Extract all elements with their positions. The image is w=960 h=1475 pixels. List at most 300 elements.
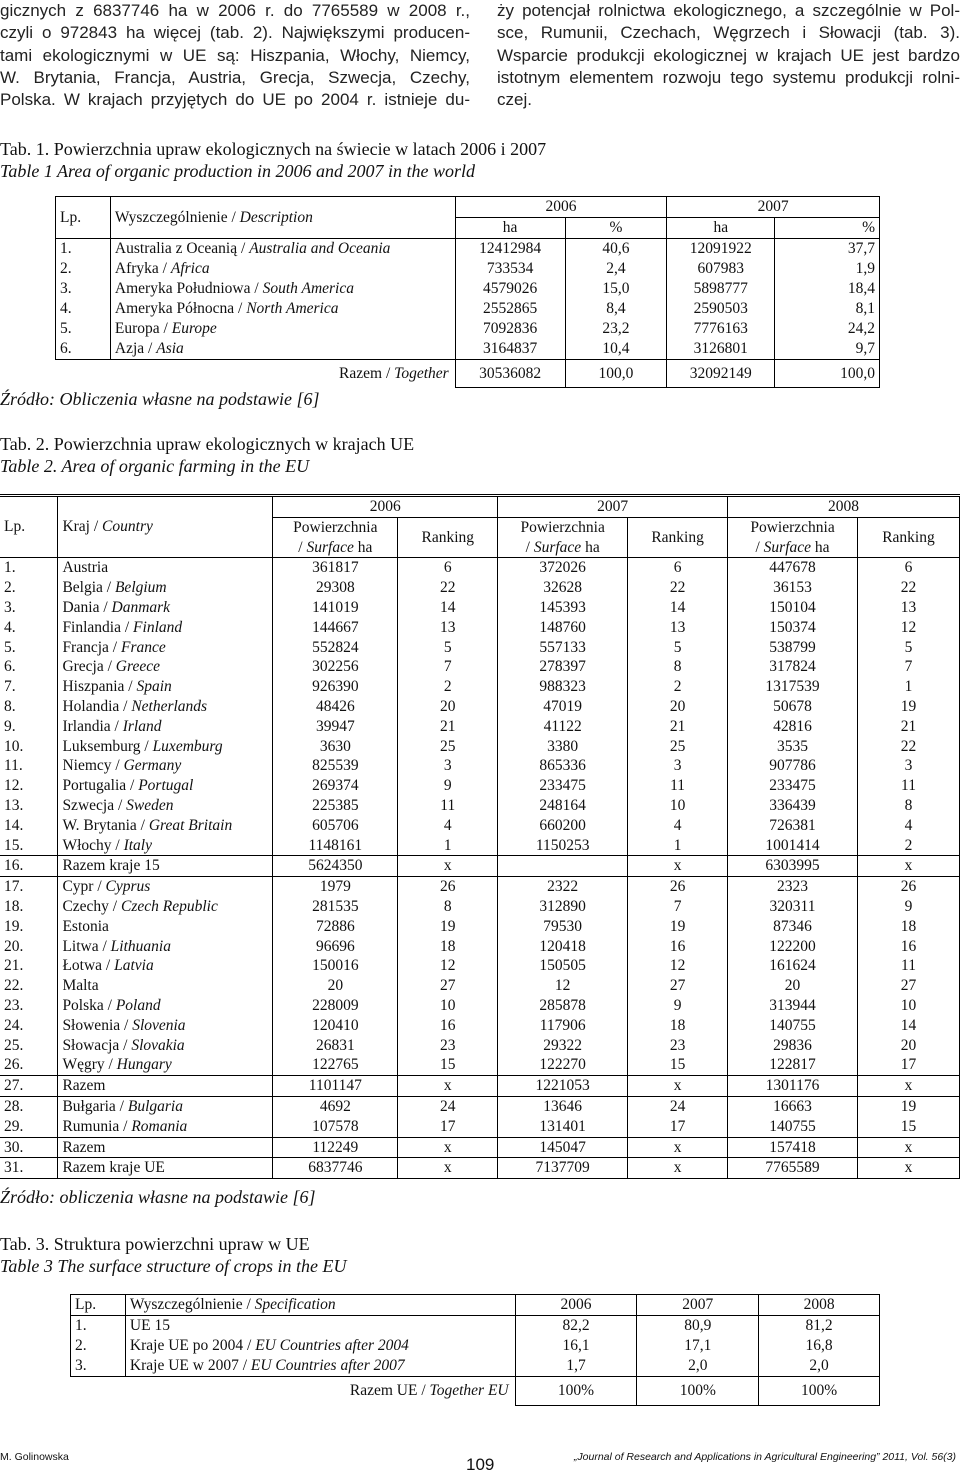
table-row — [0, 897, 960, 917]
row-lp: 11. — [0, 756, 58, 776]
area-unit: ha — [811, 538, 830, 556]
row-ranking-2007: 9 — [628, 996, 728, 1016]
row-description-pl: Azja / — [114, 340, 157, 357]
table1-caption — [0, 138, 546, 182]
row-ranking-2006: x — [398, 1076, 498, 1097]
area-sep: / — [525, 538, 534, 556]
row-area-2008: 50678 — [728, 697, 858, 717]
row-description-en: Europe — [171, 320, 217, 337]
row-country-pl: Cypr / — [62, 878, 106, 896]
row-area-2007: 2322 — [498, 877, 628, 897]
row-area-2006: 39947 — [273, 717, 398, 737]
row-lp: 14. — [0, 816, 58, 836]
row-lp: 2. — [56, 259, 111, 279]
intro-line: Polska. W krajach przyjętych do UE po 2004 r. istnieje du- — [0, 90, 470, 110]
row-lp: 17. — [0, 877, 58, 897]
row-ranking-2008: 12 — [857, 618, 959, 638]
row-area-2008: 42816 — [728, 717, 858, 737]
total-ha-2006: 30536082 — [455, 360, 565, 388]
row-ranking-2006: 9 — [398, 776, 498, 796]
row-ranking-2007: 21 — [628, 717, 728, 737]
table2-caption-en: Table 2. Area of organic farming in the EU — [0, 456, 310, 476]
year-2006-header: 2006 — [455, 197, 667, 218]
intro-text — [0, 0, 960, 112]
row-ranking-2007: 19 — [628, 917, 728, 937]
table-row — [0, 877, 960, 897]
table1-caption-pl: Tab. 1. Powierzchnia upraw ekologicznych na świecie w latach 2006 i 2007 — [0, 139, 547, 159]
row-area-2007: 150505 — [498, 956, 628, 976]
row-area-2008: 233475 — [728, 776, 858, 796]
row-2007: 2,0 — [637, 1356, 759, 1377]
table-row — [0, 776, 960, 796]
area-sep: / — [755, 538, 764, 556]
row-ranking-2007: 12 — [628, 956, 728, 976]
row-country-en: Czech Republic — [120, 897, 218, 915]
row-ranking-2006: 1 — [398, 836, 498, 856]
row-description-en: South America — [262, 280, 354, 297]
total-label-pl: Razem UE / — [349, 1382, 430, 1400]
row-ranking-2006: x — [398, 1137, 498, 1158]
row-area-2006: 825539 — [273, 756, 398, 776]
table-row — [0, 1158, 960, 1179]
row-area-2006: 120410 — [273, 1016, 398, 1036]
row-country — [58, 836, 273, 856]
row-ranking-2008: 6 — [857, 558, 959, 578]
row-country-en: Germany — [123, 757, 182, 775]
row-area-2008: 447678 — [728, 558, 858, 578]
row-ha-2007: 7776163 — [667, 319, 775, 339]
area-header — [728, 517, 858, 537]
row-area-2008: 7765589 — [728, 1158, 858, 1179]
row-country-pl: Belgia / — [62, 579, 115, 597]
row-country-en: Italy — [123, 836, 152, 854]
row-area-2007: 145393 — [498, 598, 628, 618]
row-country — [58, 996, 273, 1016]
row-ranking-2008: 7 — [857, 657, 959, 677]
table-row — [0, 737, 960, 757]
pct-header: % — [775, 218, 880, 239]
row-ranking-2006: 8 — [398, 897, 498, 917]
table-row — [56, 319, 880, 339]
total-2007: 100% — [637, 1377, 759, 1406]
row-ranking-2007: x — [628, 1137, 728, 1158]
row-country-pl: Finlandia / — [62, 618, 134, 636]
row-area-2007: 13646 — [498, 1096, 628, 1116]
row-country-en: France — [120, 638, 166, 656]
table2-caption — [0, 433, 414, 477]
row-ranking-2006: 11 — [398, 796, 498, 816]
row-pct-2007: 18,4 — [775, 279, 880, 299]
total-label — [71, 1377, 516, 1406]
row-area-2006: 112249 — [273, 1137, 398, 1158]
row-pct-2006: 15,0 — [565, 279, 667, 299]
row-ranking-2008: 5 — [857, 638, 959, 658]
row-country-en: Hungary — [116, 1056, 172, 1074]
ha-header: ha — [667, 218, 775, 239]
row-lp: 1. — [0, 558, 58, 578]
row-area-2008: 313944 — [728, 996, 858, 1016]
row-country — [58, 677, 273, 697]
row-area-2007: 312890 — [498, 897, 628, 917]
row-area-2008: 6303995 — [728, 856, 858, 877]
table1-total-row — [56, 360, 880, 388]
specification-header-pl: Wyszczególnienie / — [129, 1296, 255, 1313]
row-ha-2006: 2552865 — [455, 299, 565, 319]
row-country — [58, 1137, 273, 1158]
table-row — [0, 697, 960, 717]
row-lp: 13. — [0, 796, 58, 816]
row-area-2007: 7137709 — [498, 1158, 628, 1179]
row-area-2008: 20 — [728, 976, 858, 996]
row-lp: 3. — [0, 598, 58, 618]
total-pct-2006: 100,0 — [565, 360, 667, 388]
row-area-2006: 29308 — [273, 578, 398, 598]
row-lp: 4. — [56, 299, 111, 319]
row-country-en: Bulgaria — [127, 1097, 183, 1115]
row-ranking-2006: x — [398, 856, 498, 877]
table-row — [0, 638, 960, 658]
total-2008: 100% — [759, 1377, 880, 1406]
row-description — [110, 239, 455, 260]
row-country-pl: Dania / — [62, 598, 112, 616]
table-row — [0, 1036, 960, 1056]
row-ranking-2008: 22 — [857, 578, 959, 598]
intro-line: gicznych z 6837746 ha w 2006 r. do 7765589 w 2008 r., — [0, 1, 470, 20]
row-2007: 17,1 — [637, 1336, 759, 1356]
row-country-pl: Portugalia / — [62, 777, 139, 795]
row-area-2006: 1148161 — [273, 836, 398, 856]
row-area-2007 — [498, 856, 628, 877]
row-country — [58, 1055, 273, 1075]
area-header-en: Surface — [533, 538, 582, 556]
row-area-2007: 12 — [498, 976, 628, 996]
row-ranking-2008: 26 — [857, 877, 959, 897]
table2-caption-pl: Tab. 2. Powierzchnia upraw ekologicznych w krajach UE — [0, 434, 415, 454]
table3-caption-en: Table 3 The surface structure of crops in the EU — [0, 1256, 347, 1276]
row-country-en: Lithuania — [110, 937, 171, 955]
row-area-2007: 32628 — [498, 578, 628, 598]
row-area-2006: 281535 — [273, 897, 398, 917]
row-ha-2006: 3164837 — [455, 339, 565, 360]
row-ha-2006: 733534 — [455, 259, 565, 279]
row-description-pl: Ameryka Południowa / — [114, 280, 263, 297]
row-ranking-2008: 15 — [857, 1117, 959, 1137]
row-lp: 1. — [71, 1316, 126, 1337]
row-ranking-2007: 17 — [628, 1117, 728, 1137]
row-country — [58, 737, 273, 757]
country-header-en: Country — [102, 518, 153, 536]
row-ranking-2008: 1 — [857, 677, 959, 697]
row-ranking-2006: 19 — [398, 917, 498, 937]
table-row — [0, 598, 960, 618]
row-country-pl: Szwecja / — [62, 796, 127, 814]
row-lp: 10. — [0, 737, 58, 757]
row-area-2006: 150016 — [273, 956, 398, 976]
row-country-pl: Polska / — [62, 996, 116, 1014]
area-header — [273, 517, 398, 537]
description-header — [110, 197, 455, 239]
description-header-pl: Wyszczególnienie / — [114, 208, 240, 226]
row-pct-2006: 10,4 — [565, 339, 667, 360]
row-country-pl: Razem — [62, 1077, 106, 1095]
row-area-2006: 107578 — [273, 1117, 398, 1137]
row-lp: 6. — [56, 339, 111, 360]
row-country-en: Romania — [131, 1117, 188, 1135]
row-area-2006: 361817 — [273, 558, 398, 578]
row-area-2008: 1001414 — [728, 836, 858, 856]
table2-source: Źródło: obliczenia własne na podstawie [6] — [0, 1187, 316, 1207]
table-row — [0, 657, 960, 677]
row-country-pl: Słowenia / — [62, 1016, 133, 1034]
row-country-pl: Luksemburg / — [62, 737, 153, 755]
row-area-2007: 148760 — [498, 618, 628, 638]
row-ha-2006: 12412984 — [455, 239, 565, 260]
row-country-pl: Niemcy / — [62, 757, 124, 775]
row-country-en: Danmark — [111, 598, 171, 616]
row-ranking-2008: 11 — [857, 776, 959, 796]
row-lp: 29. — [0, 1117, 58, 1137]
row-country-pl: Razem — [62, 1138, 106, 1156]
row-area-2008: 122817 — [728, 1055, 858, 1075]
row-country-en: Poland — [115, 996, 161, 1014]
row-ranking-2007: 5 — [628, 638, 728, 658]
row-ranking-2006: 4 — [398, 816, 498, 836]
row-ranking-2006: 18 — [398, 937, 498, 957]
row-area-2007: 29322 — [498, 1036, 628, 1056]
row-ranking-2008: x — [857, 856, 959, 877]
row-ranking-2006: 26 — [398, 877, 498, 897]
specification-header — [125, 1295, 515, 1316]
row-ha-2007: 2590503 — [667, 299, 775, 319]
row-ranking-2007: 10 — [628, 796, 728, 816]
row-area-2007: 865336 — [498, 756, 628, 776]
row-ranking-2008: 17 — [857, 1055, 959, 1075]
row-country-pl: Razem kraje UE — [62, 1159, 165, 1177]
table-row — [0, 816, 960, 836]
row-ranking-2007: 18 — [628, 1016, 728, 1036]
row-area-2006: 1101147 — [273, 1076, 398, 1097]
row-area-2006: 4692 — [273, 1096, 398, 1116]
area-unit-header — [728, 538, 858, 558]
table-row — [0, 996, 960, 1016]
year-2006-header: 2006 — [273, 496, 498, 518]
row-country — [58, 657, 273, 677]
row-2008: 2,0 — [759, 1356, 880, 1377]
row-description — [110, 279, 455, 299]
row-country — [58, 578, 273, 598]
table-row — [0, 618, 960, 638]
table2-header-row — [0, 496, 960, 518]
row-country — [58, 877, 273, 897]
country-header-pl: Kraj / — [62, 518, 103, 536]
row-ranking-2008: 18 — [857, 917, 959, 937]
row-country-pl: Grecja / — [62, 658, 116, 676]
row-lp: 22. — [0, 976, 58, 996]
row-ranking-2006: 24 — [398, 1096, 498, 1116]
row-country-pl: Austria — [62, 559, 109, 577]
row-country-en: Belgium — [114, 579, 167, 597]
row-ranking-2007: 27 — [628, 976, 728, 996]
row-lp: 24. — [0, 1016, 58, 1036]
row-country — [58, 1096, 273, 1116]
row-country-pl: Irlandia / — [62, 717, 123, 735]
row-country-pl: Estonia — [62, 917, 109, 935]
row-description-pl: Afryka / — [114, 260, 171, 277]
row-ranking-2008: 2 — [857, 836, 959, 856]
row-area-2007: 285878 — [498, 996, 628, 1016]
row-description — [110, 319, 455, 339]
row-ranking-2008: 8 — [857, 796, 959, 816]
row-country — [58, 1016, 273, 1036]
row-ranking-2007: 3 — [628, 756, 728, 776]
row-ranking-2006: 10 — [398, 996, 498, 1016]
area-header-pl: Powierzchnia — [520, 518, 605, 536]
row-ranking-2006: 25 — [398, 737, 498, 757]
row-specification — [125, 1316, 515, 1337]
row-area-2008: 140755 — [728, 1016, 858, 1036]
row-specification — [125, 1356, 515, 1377]
row-area-2006: 225385 — [273, 796, 398, 816]
intro-line: tami ekologicznymi w UE są: Hiszpania, Włochy, Niemcy, — [0, 45, 470, 65]
row-ranking-2008: 19 — [857, 697, 959, 717]
table-row — [71, 1336, 880, 1356]
area-unit: ha — [581, 538, 600, 556]
row-area-2007: 372026 — [498, 558, 628, 578]
row-country-en: Greece — [115, 658, 160, 676]
table-row — [56, 279, 880, 299]
row-ranking-2007: 7 — [628, 897, 728, 917]
row-ha-2007: 12091922 — [667, 239, 775, 260]
row-area-2006: 1979 — [273, 877, 398, 897]
table-row — [71, 1356, 880, 1377]
row-lp: 9. — [0, 717, 58, 737]
ranking-header: Ranking — [628, 517, 728, 558]
row-area-2008: 140755 — [728, 1117, 858, 1137]
row-description — [110, 339, 455, 360]
description-header-en: Description — [239, 208, 313, 226]
table-row — [0, 937, 960, 957]
row-ranking-2007: 22 — [628, 578, 728, 598]
row-area-2006: 122765 — [273, 1055, 398, 1075]
row-country — [58, 756, 273, 776]
intro-line: czyli o 972843 ha więcej (tab. 2). Największymi producen- — [0, 23, 470, 43]
row-ranking-2008: x — [857, 1137, 959, 1158]
row-area-2006: 302256 — [273, 657, 398, 677]
area-unit: ha — [353, 538, 373, 556]
year-2007-header: 2007 — [667, 197, 880, 218]
row-area-2007: 233475 — [498, 776, 628, 796]
row-country — [58, 1076, 273, 1097]
row-area-2007: 131401 — [498, 1117, 628, 1137]
row-ranking-2007: 23 — [628, 1036, 728, 1056]
row-area-2006: 3630 — [273, 737, 398, 757]
table-row — [0, 796, 960, 816]
row-ranking-2007: 11 — [628, 776, 728, 796]
intro-line: ży potencjał rolnictwa ekologicznego, a szczególnie w Pol- — [497, 1, 960, 20]
row-ranking-2008: 27 — [857, 976, 959, 996]
row-country-en: Irland — [122, 717, 162, 735]
row-ranking-2007: 25 — [628, 737, 728, 757]
row-ranking-2008: 14 — [857, 1016, 959, 1036]
row-area-2007: 120418 — [498, 937, 628, 957]
table-row — [0, 1137, 960, 1158]
row-pct-2006: 8,4 — [565, 299, 667, 319]
table1-source: Źródło: Obliczenia własne na podstawie [6] — [0, 389, 320, 409]
row-ranking-2008: 19 — [857, 1096, 959, 1116]
row-country — [58, 717, 273, 737]
row-2006: 16,1 — [515, 1336, 637, 1356]
row-lp: 21. — [0, 956, 58, 976]
row-2008: 16,8 — [759, 1336, 880, 1356]
table-row — [0, 856, 960, 877]
row-area-2006: 228009 — [273, 996, 398, 1016]
row-lp: 5. — [56, 319, 111, 339]
row-country — [58, 1036, 273, 1056]
area-header-en: Surface — [306, 538, 354, 556]
row-area-2008: 3535 — [728, 737, 858, 757]
row-ranking-2008: 9 — [857, 897, 959, 917]
row-ranking-2008: 20 — [857, 1036, 959, 1056]
row-area-2007: 660200 — [498, 816, 628, 836]
row-area-2007: 3380 — [498, 737, 628, 757]
row-lp: 18. — [0, 897, 58, 917]
table-row — [0, 1016, 960, 1036]
row-lp: 28. — [0, 1096, 58, 1116]
row-pct-2007: 1,9 — [775, 259, 880, 279]
row-ranking-2007: x — [628, 1158, 728, 1179]
row-ranking-2007: 20 — [628, 697, 728, 717]
row-pct-2006: 40,6 — [565, 239, 667, 260]
row-country-pl: Litwa / — [62, 937, 111, 955]
table-row — [0, 836, 960, 856]
row-country — [58, 956, 273, 976]
ranking-header: Ranking — [398, 517, 498, 558]
row-ranking-2006: 3 — [398, 756, 498, 776]
row-area-2006: 141019 — [273, 598, 398, 618]
row-country-pl: Słowacja / — [62, 1036, 132, 1054]
row-area-2008: 150374 — [728, 618, 858, 638]
row-lp: 2. — [71, 1336, 126, 1356]
ha-header: ha — [455, 218, 565, 239]
row-country — [58, 917, 273, 937]
table-row — [71, 1316, 880, 1337]
row-ranking-2008: 22 — [857, 737, 959, 757]
row-specification-pl: Kraje UE w 2007 / — [129, 1357, 251, 1374]
total-label-en: Together — [394, 365, 449, 383]
row-country-en: Slovenia — [132, 1016, 186, 1034]
row-country — [58, 856, 273, 877]
total-label-en: Together EU — [429, 1382, 509, 1400]
lp-header: Lp. — [71, 1295, 126, 1316]
row-country — [58, 618, 273, 638]
table-row — [56, 239, 880, 260]
row-description-en: Australia and Oceania — [249, 240, 391, 257]
row-area-2007: 122270 — [498, 1055, 628, 1075]
table3 — [70, 1294, 880, 1406]
page-number: 109 — [466, 1455, 495, 1474]
row-area-2007: 79530 — [498, 917, 628, 937]
table2 — [0, 494, 960, 1179]
row-area-2008: 907786 — [728, 756, 858, 776]
row-lp: 25. — [0, 1036, 58, 1056]
row-area-2008: 161624 — [728, 956, 858, 976]
row-area-2008: 538799 — [728, 638, 858, 658]
table-row — [0, 756, 960, 776]
row-area-2008: 36153 — [728, 578, 858, 598]
row-ranking-2007: 14 — [628, 598, 728, 618]
table3-total-row — [71, 1377, 880, 1406]
row-ha-2007: 607983 — [667, 259, 775, 279]
